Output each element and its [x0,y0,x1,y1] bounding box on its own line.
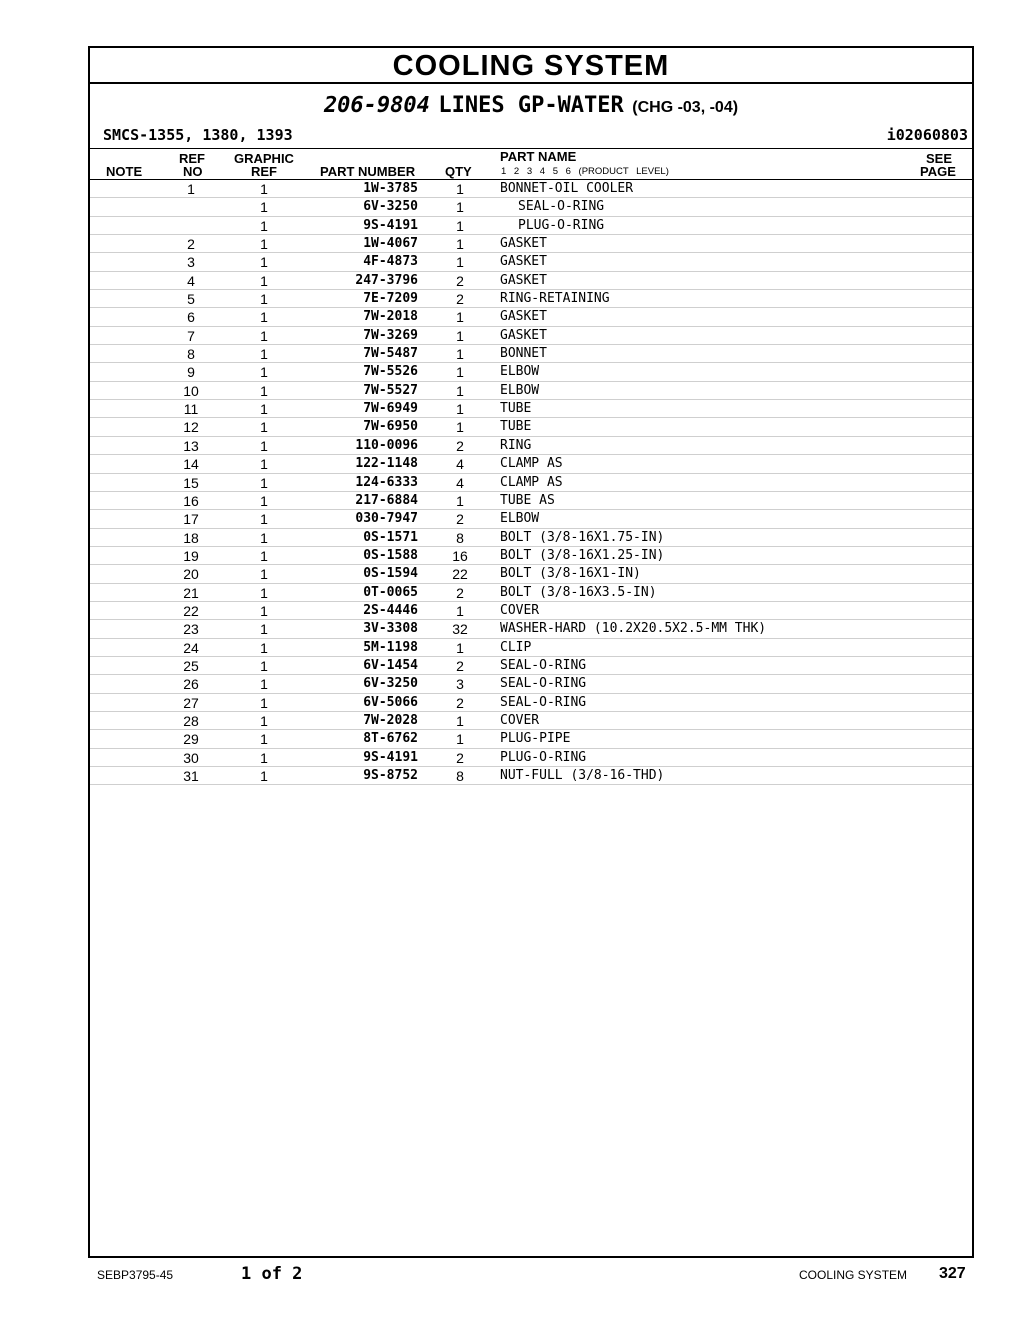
cell-part-number: 124-6333 [355,474,418,490]
cell-part-name: COVER [500,712,540,728]
footer-page-of: 1 of 2 [241,1264,303,1284]
cell-graphic-ref: 1 [260,272,268,289]
cell-ref-no: 2 [187,236,195,253]
cell-ref-no: 4 [187,272,195,289]
cell-part-number: 4F-4873 [363,254,418,270]
cell-graphic-ref: 1 [260,401,268,418]
cell-part-name: GASKET [500,327,547,343]
cell-ref-no: 29 [183,731,199,748]
cell-graphic-ref: 1 [260,181,268,197]
cell-graphic-ref: 1 [260,676,268,693]
cell-qty: 4 [456,456,464,473]
cell-qty: 1 [456,712,464,729]
cell-part-number: 7W-5527 [363,382,418,398]
cell-qty: 1 [456,364,464,381]
cell-graphic-ref: 1 [260,437,268,454]
cell-ref-no: 5 [187,291,195,308]
cell-ref-no: 28 [183,712,199,729]
smcs-codes: SMCS-1355, 1380, 1393 [103,126,293,144]
cell-qty: 2 [456,511,464,528]
cell-ref-no: 27 [183,694,199,711]
table-row [90,547,972,565]
page-title: COOLING SYSTEM [90,48,972,84]
cell-qty: 2 [456,749,464,766]
cell-ref-no: 7 [187,327,195,344]
cell-part-name: SEAL-O-RING [518,199,605,215]
table-row [90,584,972,602]
cell-ref-no: 9 [187,364,195,381]
table-row [90,363,972,381]
cell-part-name: BOLT (3/8-16X3.5-IN) [500,584,657,600]
table-row [90,492,972,510]
cell-part-number: 0S-1594 [363,566,418,582]
cell-qty: 1 [456,346,464,363]
cell-part-number: 7W-6949 [363,401,418,417]
cell-graphic-ref: 1 [260,346,268,363]
group-change-level: (CHG -03, -04) [632,99,739,116]
cell-part-number: 8T-6762 [363,731,418,747]
cell-qty: 1 [456,327,464,344]
cell-qty: 1 [456,731,464,748]
cell-ref-no: 8 [187,346,195,363]
cell-graphic-ref: 1 [260,639,268,656]
table-row [90,565,972,583]
cell-graphic-ref: 1 [260,547,268,564]
cell-part-name: SEAL-O-RING [500,694,587,710]
cell-part-name: PLUG-O-RING [500,749,587,765]
cell-ref-no: 16 [183,492,199,509]
cell-graphic-ref: 1 [260,529,268,546]
group-part-number: 206-9804 [323,93,430,118]
cell-graphic-ref: 1 [260,492,268,509]
cell-ref-no: 14 [183,456,199,473]
table-row [90,694,972,712]
cell-ref-no: 21 [183,584,199,601]
table-row [90,620,972,638]
cell-part-name: CLAMP AS [500,474,563,490]
cell-part-name: BOLT (3/8-16X1-IN) [500,566,641,582]
footer-page-number: 327 [939,1265,966,1282]
table-row [90,418,972,436]
cell-ref-no: 23 [183,621,199,638]
cell-part-number: 6V-1454 [363,657,418,673]
cell-part-number: 122-1148 [355,456,418,472]
cell-graphic-ref: 1 [260,419,268,436]
table-row [90,712,972,730]
cell-graphic-ref: 1 [260,749,268,766]
cell-graphic-ref: 1 [260,236,268,253]
cell-part-number: 6V-3250 [363,676,418,692]
col-graphic-top: GRAPHIC [234,151,294,166]
cell-ref-no: 22 [183,602,199,619]
cell-graphic-ref: 1 [260,291,268,308]
col-see-bottom: PAGE [920,164,956,179]
cell-qty: 1 [456,639,464,656]
cell-graphic-ref: 1 [260,657,268,674]
cell-qty: 2 [456,437,464,454]
cell-graphic-ref: 1 [260,731,268,748]
cell-qty: 8 [456,768,464,784]
cell-part-name: COVER [500,602,540,618]
parts-table-body [90,180,972,785]
cell-ref-no: 18 [183,529,199,546]
cell-qty: 1 [456,309,464,326]
cell-ref-no: 6 [187,309,195,326]
cell-part-number: 7W-5487 [363,346,418,362]
cell-graphic-ref: 1 [260,566,268,583]
footer-document-id: SEBP3795-45 [97,1268,174,1282]
cell-part-name: RING [500,437,532,453]
cell-part-number: 9S-4191 [363,749,418,765]
illustration-identifier: i02060803 [886,126,968,144]
cell-part-number: 7W-3269 [363,327,418,343]
table-row [90,217,972,235]
page-footer [0,1264,1020,1288]
cell-qty: 2 [456,657,464,674]
cell-qty: 1 [456,217,464,234]
cell-part-number: 7W-5526 [363,364,418,380]
cell-ref-no: 26 [183,676,199,693]
cell-qty: 1 [456,382,464,399]
cell-qty: 1 [456,199,464,216]
cell-part-number: 7W-2028 [363,712,418,728]
cell-qty: 1 [456,602,464,619]
col-ref-top: REF [179,151,205,166]
cell-part-number: 9S-4191 [363,217,418,233]
cell-part-name: SEAL-O-RING [500,657,587,673]
cell-ref-no: 11 [183,401,199,418]
col-graphic-bottom: REF [251,164,277,179]
cell-graphic-ref: 1 [260,621,268,638]
cell-part-number: 110-0096 [355,437,418,453]
cell-qty: 1 [456,254,464,271]
cell-part-name: WASHER-HARD (10.2X20.5X2.5-MM THK) [500,621,767,637]
col-part-name: PART NAME [500,149,577,164]
cell-graphic-ref: 1 [260,217,268,234]
cell-qty: 2 [456,584,464,601]
table-row [90,529,972,547]
table-row [90,382,972,400]
cell-part-number: 5M-1198 [363,639,418,655]
footer-section: COOLING SYSTEM [799,1268,908,1282]
table-row [90,345,972,363]
table-row [90,327,972,345]
cell-part-number: 2S-4446 [363,602,418,618]
cell-part-name: ELBOW [500,511,540,527]
cell-graphic-ref: 1 [260,768,268,784]
table-row [90,198,972,216]
parts-page-frame [88,46,974,1258]
cell-part-name: RING-RETAINING [500,291,610,307]
table-row [90,290,972,308]
cell-qty: 2 [456,291,464,308]
cell-part-name: TUBE [500,401,532,417]
table-row [90,675,972,693]
table-row [90,749,972,767]
cell-ref-no: 25 [183,657,199,674]
table-row [90,474,972,492]
cell-part-name: BONNET [500,346,547,362]
cell-qty: 1 [456,401,464,418]
cell-part-name: CLIP [500,639,532,655]
cell-ref-no: 24 [183,639,199,656]
cell-part-name: TUBE AS [500,492,555,508]
table-row [90,639,972,657]
table-row [90,308,972,326]
cell-part-number: 6V-3250 [363,199,418,215]
cell-part-name: PLUG-PIPE [500,731,571,747]
table-row [90,235,972,253]
group-part-name: LINES GP-WATER [438,93,624,118]
table-row [90,455,972,473]
cell-part-name: GASKET [500,254,547,270]
cell-ref-no: 17 [183,511,199,528]
cell-part-number: 247-3796 [355,272,418,288]
cell-ref-no: 3 [187,254,195,271]
col-see-top: SEE [926,151,953,166]
cell-part-number: 0S-1571 [363,529,418,545]
cell-part-number: 217-6884 [355,492,418,508]
cell-part-number: 7W-2018 [363,309,418,325]
col-product-levels: 1 2 3 4 5 6 (PRODUCT LEVEL) [501,166,669,177]
cell-qty: 2 [456,272,464,289]
cell-qty: 1 [456,492,464,509]
cell-graphic-ref: 1 [260,254,268,271]
table-header [90,149,972,180]
cell-part-name: TUBE [500,419,532,435]
cell-qty: 1 [456,236,464,253]
cell-qty: 16 [452,547,468,564]
cell-part-name: SEAL-O-RING [500,676,587,692]
cell-part-name: BOLT (3/8-16X1.75-IN) [500,529,665,545]
cell-ref-no: 30 [183,749,199,766]
cell-qty: 22 [452,566,468,583]
table-row [90,253,972,271]
table-row [90,272,972,290]
cell-part-name: CLAMP AS [500,456,563,472]
table-row [90,437,972,455]
cell-part-number: 9S-8752 [363,768,418,783]
table-row [90,180,972,198]
cell-part-name: PLUG-O-RING [518,217,605,233]
cell-ref-no: 15 [183,474,199,491]
cell-ref-no: 31 [183,768,199,784]
col-qty: QTY [445,164,472,179]
cell-graphic-ref: 1 [260,327,268,344]
table-row [90,730,972,748]
cell-graphic-ref: 1 [260,694,268,711]
cell-graphic-ref: 1 [260,712,268,729]
cell-qty: 32 [452,621,468,638]
cell-ref-no: 12 [183,419,199,436]
cell-graphic-ref: 1 [260,382,268,399]
cell-part-name: NUT-FULL (3/8-16-THD) [500,768,665,783]
col-part-number: PART NUMBER [320,164,416,179]
cell-qty: 1 [456,419,464,436]
cell-graphic-ref: 1 [260,584,268,601]
cell-part-name: GASKET [500,272,547,288]
cell-graphic-ref: 1 [260,474,268,491]
cell-graphic-ref: 1 [260,456,268,473]
cell-ref-no: 10 [183,382,199,399]
cell-ref-no: 20 [183,566,199,583]
cell-graphic-ref: 1 [260,602,268,619]
col-note: NOTE [106,164,143,179]
group-heading [90,84,972,122]
table-row [90,400,972,418]
cell-part-number: 3V-3308 [363,621,418,637]
cell-qty: 8 [456,529,464,546]
col-ref-bottom: NO [183,164,203,179]
smcs-row [90,122,972,149]
cell-part-number: 1W-3785 [363,181,418,196]
cell-part-name: BONNET-OIL COOLER [500,181,634,196]
cell-part-name: ELBOW [500,364,540,380]
cell-graphic-ref: 1 [260,199,268,216]
cell-part-name: ELBOW [500,382,540,398]
cell-part-name: BOLT (3/8-16X1.25-IN) [500,547,665,563]
cell-qty: 4 [456,474,464,491]
cell-part-number: 7W-6950 [363,419,418,435]
cell-qty: 2 [456,694,464,711]
cell-part-name: GASKET [500,309,547,325]
cell-part-number: 0S-1588 [363,547,418,563]
cell-graphic-ref: 1 [260,309,268,326]
table-row [90,510,972,528]
cell-qty: 1 [456,181,464,197]
cell-part-number: 1W-4067 [363,236,418,252]
cell-part-number: 030-7947 [355,511,418,527]
cell-qty: 3 [456,676,464,693]
table-row [90,602,972,620]
cell-part-number: 7E-7209 [363,291,418,307]
table-row [90,657,972,675]
cell-graphic-ref: 1 [260,511,268,528]
cell-graphic-ref: 1 [260,364,268,381]
cell-part-number: 0T-0065 [363,584,418,600]
table-row [90,767,972,785]
cell-ref-no: 13 [183,437,199,454]
cell-part-name: GASKET [500,236,547,252]
cell-part-number: 6V-5066 [363,694,418,710]
cell-ref-no: 1 [187,181,195,197]
cell-ref-no: 19 [183,547,199,564]
